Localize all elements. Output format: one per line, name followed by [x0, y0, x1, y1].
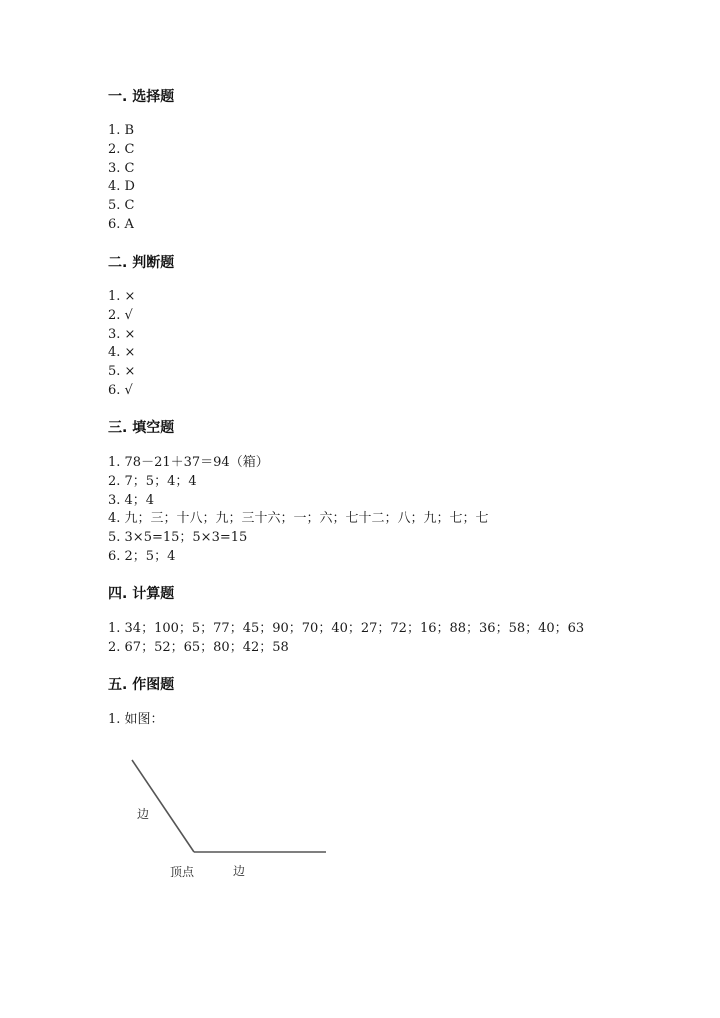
- list-item: 3. 4；4: [108, 492, 155, 508]
- list-item: 6. 2；5；4: [108, 548, 176, 564]
- list-item: 5. ×: [108, 364, 136, 380]
- list-item: 1. ×: [108, 289, 136, 304]
- list-item: 1. B: [108, 123, 135, 138]
- angle-figure: [120, 750, 340, 890]
- judgement-answer-list: [108, 288, 135, 401]
- angle-diagram: [120, 750, 340, 890]
- choice-answer-list: [108, 122, 135, 235]
- list-item: 4. D: [108, 179, 135, 195]
- list-item: 3. ×: [108, 326, 136, 342]
- section-heading-choice: 一. 选择题: [108, 89, 175, 105]
- list-item: 1. 78－21＋37＝94（箱）: [108, 455, 269, 470]
- fill-blank-answer-list: [108, 454, 489, 567]
- section-heading-fill-blank: 三. 填空题: [108, 420, 175, 436]
- section-heading-calculation: 四. 计算题: [108, 586, 175, 602]
- list-item: 6. A: [108, 216, 134, 232]
- list-item: 1. 34；100；5；77；45；90；70；40；27；72；16；88；36；58；40；63: [108, 621, 585, 636]
- list-item: 2. 7；5；4；4: [108, 473, 197, 489]
- side-label-2: 边: [233, 864, 246, 878]
- list-item: 5. 3×5=15；5×3=15: [108, 530, 248, 546]
- list-item: 5. C: [108, 198, 135, 214]
- vertex-label: 顶点: [170, 865, 195, 879]
- list-item: 6. √: [108, 382, 133, 398]
- side-label-1: 边: [137, 807, 150, 821]
- list-item: 2. 67；52；65；80；42；58: [108, 639, 289, 655]
- section-heading-judgement: 二. 判断题: [108, 255, 175, 271]
- list-item: 4. 九；三；十八；九；三十六；一；六；七十二；八；九；七；七: [108, 511, 489, 527]
- list-item: 2. √: [108, 307, 133, 323]
- list-item: 4. ×: [108, 345, 136, 361]
- calculation-answer-list: [108, 620, 584, 658]
- list-item: 2. C: [108, 141, 135, 157]
- section-heading-drawing: 五. 作图题: [108, 677, 175, 693]
- drawing-answer-line: 1. 如图：: [108, 712, 164, 727]
- angle-side-1-line: [132, 760, 194, 852]
- list-item: 3. C: [108, 160, 135, 176]
